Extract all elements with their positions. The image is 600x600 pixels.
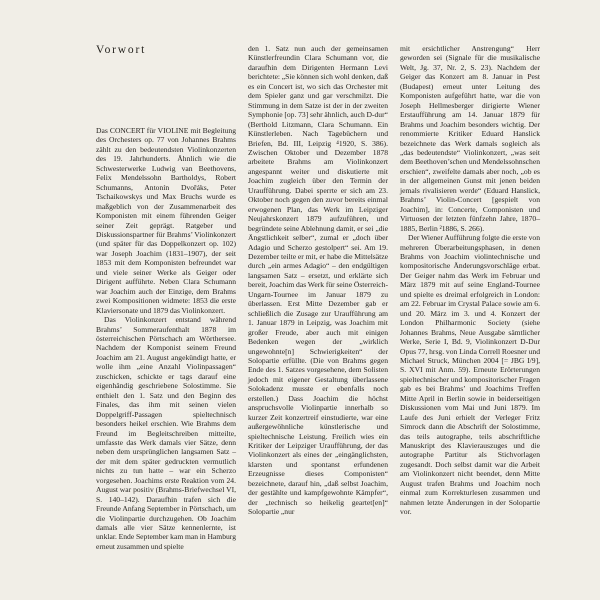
paragraph: Der Wiener Aufführung folgte die erste von mehreren Überarbeitungsphasen, in denen Brahms von Joachim violintechnische und kompositorische Änderungsvorschläge erbat. Der Geiger nahm das Werk im Februar und März 1879 mit auf seine England-Tournee und spielte es dreimal erfolgreich in London: am 22. Februar im Crystal Palace sowie am 6. und 20. März im 3. und 4. Konzert der London Philharmonic Society (siehe Johannes Brahms, Neue Ausgabe sämtlicher Werke, Serie I, Bd. 9, Violinkonzert D-Dur Opus 77, hrsg. von Linda Correll Roesner und Michael Struck, München 2004 [= JBG I/9], S. XVI mit Anm. 59). Erneute Erörterungen spieltechnischer und kompositorischer Fragen gab es bei Brahms’ und Joachims Treffen Mitte April in Berlin sowie in beiderseitigen Diskussionen vom Mai und Juni 1879. Im Laufe des Juni erhielt der Verleger Fritz Simrock dann die Abschrift der Solostimme, das teils autographe, teils abschriftliche Manuskript des Klavierauszuges und die autographe Partitur als Stichvorlagen zugesandt. Doch selbst damit war die Arbeit am Violinkonzert nicht beendet, denn Mitte August trafen Brahms und Joachim noch einmal zum Korrekturlesen zusammen und nahmen letzte Änderungen in der Solopartie vor. <box>400 233 540 517</box>
paragraph: Das CONCERT für VIOLINE mit Begleitung des Orchesters op. 77 von Johannes Brahms zählt zu den bedeutendsten Violinkonzerten des 19. Jahrhunderts. Ähnlich wie die Schwesterwerke Ludwig van Beethovens, Felix Mendelssohn Bartholdys, Robert Schumanns, Antonín Dvořáks, Peter Tschaikowskys und Max Bruchs wurde es maßgeblich von der Zusammenarbeit des Komponisten mit einem führenden Geiger seiner Zeit geprägt. Ratgeber und Diskussionspartner für Brahms’ Violinkonzert (und später für das Doppelkonzert op. 102) war Joseph Joachim (1831–1907), der seit 1853 mit dem Komponisten befreundet war und viele seiner Werke als Geiger oder Dirigent aufführte. Neben Clara Schumann war Joachim auch der Einzige, dem Brahms zwei Kompositionen widmete: 1853 die erste Klaviersonate und 1879 das Violinkonzert. <box>96 126 236 315</box>
text-column-3 <box>400 44 540 517</box>
page-title: Vorwort <box>96 44 147 56</box>
column-2-text <box>248 44 388 517</box>
column-1-text <box>96 126 236 551</box>
column-3-text <box>400 44 540 517</box>
text-column-1 <box>96 44 236 551</box>
paragraph: den 1. Satz nun auch der gemeinsamen Künstlerfreundin Clara Schumann vor, die daraufhin dem Dirigenten Hermann Levi berichtete: „Sie können sich wohl denken, daß es ein Concert ist, wo sich das Orchester mit dem Spieler ganz und gar verschmilzt. Die Stimmung in dem Satze ist der in der zweiten Symphonie [op. 73] sehr ähnlich, auch D-dur“ (Berthold Litzmann, Clara Schumann. Ein Künstlerleben. Nach Tagebüchern und Briefen, Bd. III, Leipzig ⁴1920, S. 386). Zwischen Oktober und Dezember 1878 arbeitete Brahms am Violinkonzert angespannt weiter und diskutierte mit Joachim zugleich über den Termin der Uraufführung. Dabei sperrte er sich am 23. Oktober noch gegen den zuvor bereits einmal erwogenen Plan, das Werk im Leipziger Neujahrskonzert 1879 aufzuführen, und begründete seine Ablehnung damit, er sei „die Ängstlichkeit selber“, zumal er „doch über Adagio und Scherzo gestolpert“ sei. Am 19. Dezember teilte er mit, er habe die Mittelsätze durch „ein armes Adagio“ – den endgültigen langsamen Satz – ersetzt, und erklärte sich bereit, Joachim das Werk für seine Österreich-Ungarn-Tournee im Januar 1879 zu überlassen. Erst Mitte Dezember gab er schließlich die Zusage zur Uraufführung am 1. Januar 1879 in Leipzig, was Joachim mit großer Freude, aber auch mit einigen Bedenken wegen der „wirklich ungewohnte[n] Schwierigkeiten“ der Solopartie erfüllte. (Die von Brahms gegen Ende des 1. Satzes vorgesehene, dem Solisten jedoch mit eigener Gestaltung überlassene Solokadenz musste er ebenfalls noch erstellen.) Dass Joachim die höchst anspruchsvolle Violinpartie innerhalb so kurzer Zeit konzertreif einstudierte, war eine außergewöhnliche künstlerische und spieltechnische Leistung. Freilich wies ein Kritiker der Leipziger Uraufführung, der das Violinkonzert als eines der „eingänglichsten, klarsten und spontanst erfundenen Erzeugnisse dieses Componisten“ bezeichnete, darauf hin, „daß selbst Joachim, der gestählte und kampfgewohnte Kämpfer“, der „technisch so heikelig geartet[en]“ Solopartie „nur <box>248 44 388 517</box>
text-columns <box>96 44 540 551</box>
paragraph: Das Violinkonzert entstand während Brahms’ Sommeraufenthalt 1878 im österreichischen Pörtschach am Wörthersee. Nachdem der Komponist seinem Freund Joachim am 21. August angekündigt hatte, er wolle ihm „eine Anzahl Violinpassagen“ zuschicken, schickte er tags darauf eine eigenhändig geschriebene Solostimme. Sie enthielt den 1. Satz und den Beginn des Finales, das ihm mit seinen vielen Doppelgriff-Passagen spieltechnisch besonders heikel erschien. Wie Brahms dem Freund im Begleitschreiben mitteilte, umfasste das Werk damals vier Sätze, denn neben dem ursprünglichen langsamen Satz – der mit dem später gedruckten vermutlich nichts zu tun hatte – war ein Scherzo vorgesehen. Joachims erste Reaktion vom 24. August war positiv (Brahms-Briefwechsel VI, S. 140–142). Daraufhin trafen sich die Freunde Anfang September in Pörtschach, um die Violinpartie durchzugehen. Ob Joachim damals alle vier Sätze kennenlernte, ist unklar. Ende September kam man in Hamburg erneut zusammen und spielte <box>96 315 236 551</box>
paragraph: mit ersichtlicher Anstrengung“ Herr geworden sei (Signale für die musikalische Welt, Jg. 37, Nr. 2, S. 23). Nachdem der Geiger das Konzert am 8. Januar in Pest (Budapest) erneut unter Leitung des Komponisten aufgeführt hatte, war die von Joseph Hellmesberger dirigierte Wiener Erstaufführung am 14. Januar 1879 für Brahms und Joachim besonders wichtig. Der renommierte Kritiker Eduard Hanslick bezeichnete das Werk damals sogleich als „das bedeutendste“ Violinkonzert, „was seit dem Beethoven’schen und Mendelssohnschen erschien“, zweifelte damals aber noch, „ob es in der allgemeinen Gunst mit jenen beiden jemals rivalisieren werde“ (Eduard Hanslick, Brahms’ Violin-Concert [gespielt von Joachim], in: Concerte, Componisten und Virtuosen der letzten fünfzehn Jahre, 1870–1885, Berlin ²1886, S. 266). <box>400 44 540 233</box>
text-column-2 <box>248 44 388 517</box>
